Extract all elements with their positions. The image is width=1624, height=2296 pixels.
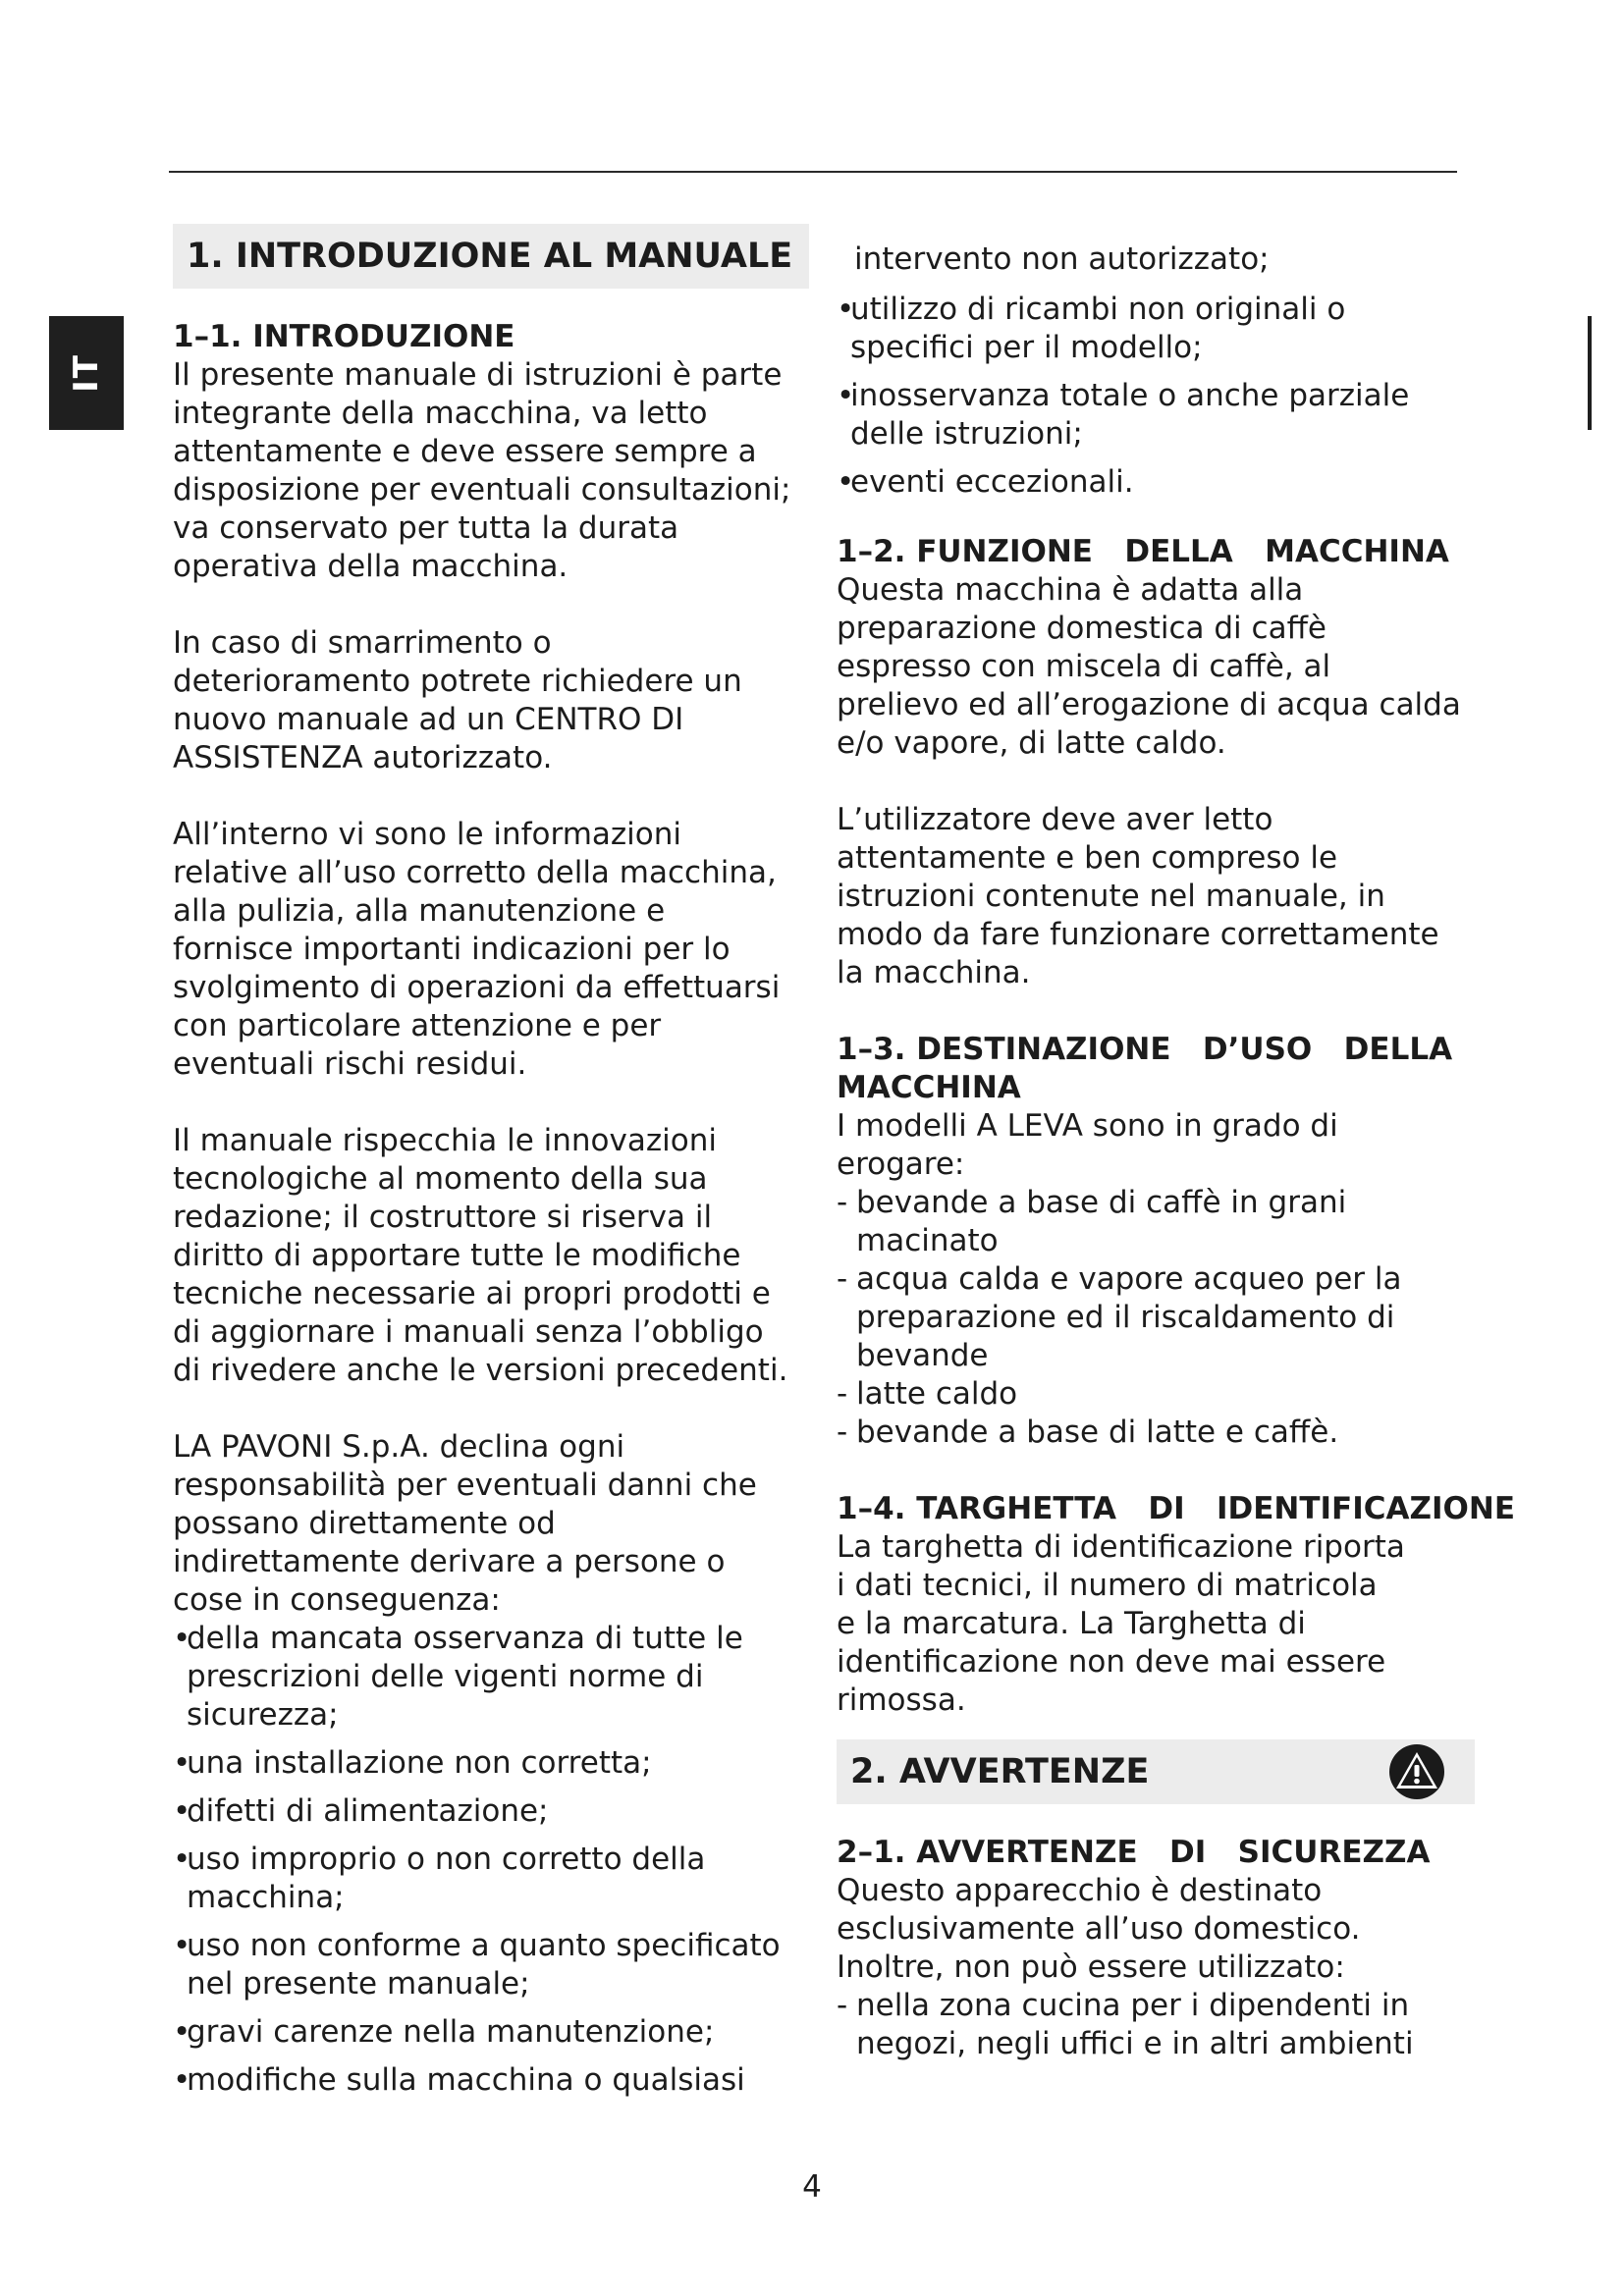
list-item: • inosservanza totale o anche parziale delle istruzioni; bbox=[837, 377, 1485, 454]
list-item: - acqua calda e vapore acqueo per la preparazione ed il riscaldamento di bevande bbox=[837, 1260, 1485, 1375]
list-item-text: bevande a base di caffè in grani macinato bbox=[856, 1185, 1347, 1258]
right-margin-mark bbox=[1588, 316, 1592, 430]
list-item: • utilizzo di ricambi non originali o specifici per il modello; bbox=[837, 291, 1485, 367]
list-item: • eventi eccezionali. bbox=[837, 463, 1485, 502]
paragraph: Il presente manuale di istruzioni è parte integrante della macchina, va letto attentamente e deve essere sempre a disposizione per eventuali consultazioni; va conservato per tutta la durata operativa della macchina. bbox=[173, 357, 791, 584]
list-item-text: latte caldo bbox=[856, 1376, 1018, 1412]
sub-heading-destinazione-cont: MACCHINA bbox=[837, 1070, 1021, 1105]
sub-heading-sicurezza: 2–1. AVVERTENZE DI SICUREZZA bbox=[837, 1835, 1431, 1870]
list-item-text: utilizzo di ricambi non originali o specifici per il modello; bbox=[850, 292, 1346, 365]
sub-heading-targhetta: 1–4. TARGHETTA DI IDENTIFICAZIONE bbox=[837, 1491, 1515, 1526]
list-item-text: inosservanza totale o anche parziale delle istruzioni; bbox=[850, 378, 1410, 452]
section-title: 1. INTRODUZIONE AL MANUALE bbox=[187, 236, 793, 276]
list-item: - nella zona cucina per i dipendenti in negozi, negli uffici e in altri ambienti bbox=[837, 1987, 1485, 2063]
list-item-text: uso non conforme a quanto specificato nel presente manuale; bbox=[187, 1928, 781, 2002]
paragraph: LA PAVONI S.p.A. declina ogni responsabilità per eventuali danni che possano direttamente od indirettamente derivare a persone o cose in conseguenza: bbox=[173, 1429, 757, 1618]
list-item: • uso improprio o non corretto della macchina; bbox=[173, 1841, 809, 1917]
paragraph: Il manuale rispecchia le innovazioni tecnologiche al momento della sua redazione; il costruttore si riserva il diritto di apportare tutte le modifiche tecniche necessarie ai propri prodotti e di aggiornare i manuali senza l’obbligo di rivedere anche le versioni precedenti. bbox=[173, 1123, 788, 1388]
sub-heading-introduzione: 1–1. INTRODUZIONE bbox=[173, 319, 515, 354]
list-item: • della mancata osservanza di tutte le prescrizioni delle vigenti norme di sicurezza; bbox=[173, 1620, 809, 1735]
paragraph: L’utilizzatore deve aver letto attentamente e ben compreso le istruzioni contenute nel manuale, in modo da fare funzionare correttamente la macchina. bbox=[837, 802, 1439, 990]
section-banner-introduzione bbox=[173, 224, 809, 289]
list-item: - bevande a base di latte e caffè. bbox=[837, 1414, 1485, 1452]
section-title: 2. AVVERTENZE bbox=[850, 1751, 1150, 1791]
list-item: • difetti di alimentazione; bbox=[173, 1792, 809, 1831]
list-item-text: acqua calda e vapore acqueo per la preparazione ed il riscaldamento di bevande bbox=[856, 1261, 1402, 1373]
language-tab bbox=[49, 316, 124, 430]
warning-icon bbox=[1388, 1743, 1445, 1800]
list-item: • gravi carenze nella manutenzione; bbox=[173, 2013, 809, 2052]
paragraph: I modelli A LEVA sono in grado di erogare: bbox=[837, 1108, 1338, 1182]
list-item: • una installazione non corretta; bbox=[173, 1744, 809, 1783]
section-banner-avvertenze bbox=[837, 1739, 1475, 1804]
paragraph: Questa macchina è adatta alla preparazione domestica di caffè espresso con miscela di caffè, al prelievo ed all’erogazione di acqua calda e/o vapore, di latte caldo. bbox=[837, 572, 1461, 761]
page-number: 4 bbox=[802, 2169, 822, 2205]
list-item-text: gravi carenze nella manutenzione; bbox=[187, 2014, 715, 2050]
list-item-text: modifiche sulla macchina o qualsiasi bbox=[187, 2062, 745, 2098]
paragraph: In caso di smarrimento o deterioramento potrete richiedere un nuovo manuale ad un CENTRO DI ASSISTENZA autorizzato. bbox=[173, 625, 742, 775]
paragraph: All’interno vi sono le informazioni relative all’uso corretto della macchina, alla pulizia, alla manutenzione e fornisce importanti indicazioni per lo svolgimento di operazioni da effettuarsi con particolare attenzione e per eventuali rischi residui. bbox=[173, 817, 781, 1082]
paragraph: Questo apparecchio è destinato esclusivamente all’uso domestico. Inoltre, non può essere utilizzato: bbox=[837, 1873, 1361, 1985]
left-column bbox=[173, 224, 809, 2109]
top-rule bbox=[169, 171, 1457, 173]
sub-heading-funzione: 1–2. FUNZIONE DELLA MACCHINA bbox=[837, 534, 1449, 569]
list-item: - bevande a base di caffè in grani macinato bbox=[837, 1184, 1485, 1260]
list-item: • modifiche sulla macchina o qualsiasi bbox=[173, 2061, 809, 2100]
list-item-text: una installazione non corretta; bbox=[187, 1745, 652, 1781]
list-item-text: nella zona cucina per i dipendenti in negozi, negli uffici e in altri ambienti bbox=[856, 1988, 1414, 2061]
list-item: - latte caldo bbox=[837, 1375, 1485, 1414]
list-item-text: della mancata osservanza di tutte le prescrizioni delle vigenti norme di sicurezza; bbox=[187, 1621, 743, 1733]
continuation-text: intervento non autorizzato; bbox=[854, 241, 1270, 277]
list-item-text: difetti di alimentazione; bbox=[187, 1793, 549, 1829]
list-item: • uso non conforme a quanto specificato nel presente manuale; bbox=[173, 1927, 809, 2003]
paragraph: La targhetta di identificazione riporta i dati tecnici, il numero di matricola e la marcatura. La Targhetta di identificazione non deve mai essere rimossa. bbox=[837, 1529, 1405, 1718]
list-item-text: bevande a base di latte e caffè. bbox=[856, 1415, 1339, 1450]
right-column bbox=[837, 240, 1515, 2063]
list-item-text: eventi eccezionali. bbox=[850, 464, 1134, 500]
sub-heading-destinazione: 1–3. DESTINAZIONE D’USO DELLA bbox=[837, 1032, 1453, 1067]
language-tab-label: IT bbox=[67, 353, 106, 393]
list-item-text: uso improprio o non corretto della macchina; bbox=[187, 1842, 706, 1915]
